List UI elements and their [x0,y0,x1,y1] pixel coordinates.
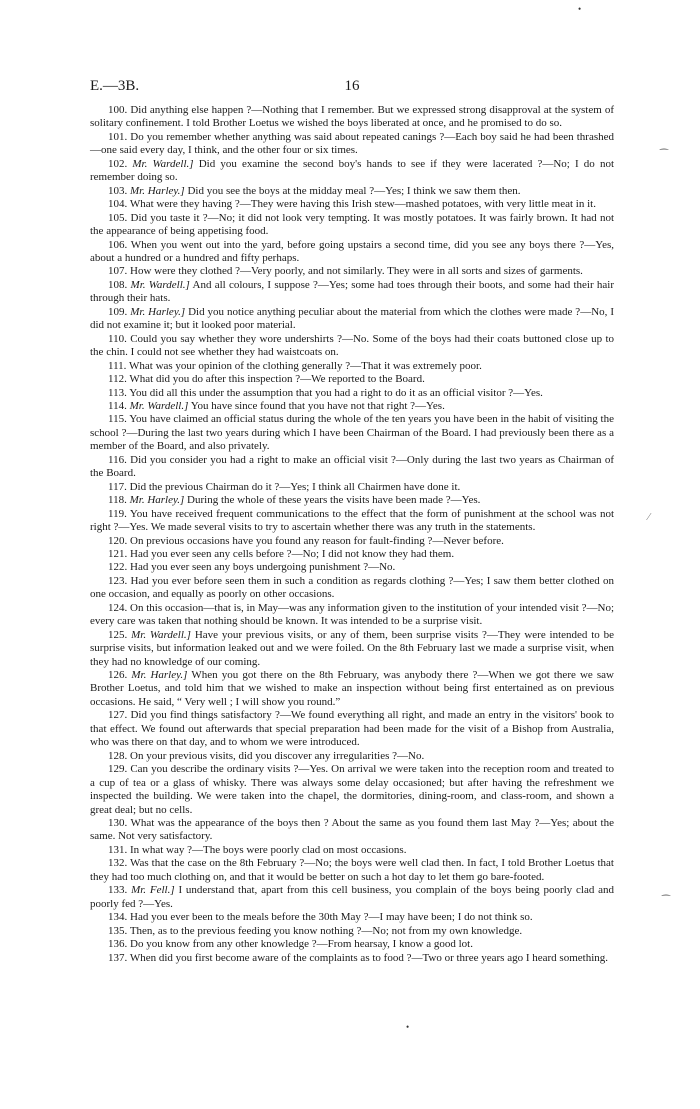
speaker-label: Mr. Harley.] [131,669,188,682]
question-answer-text: During the whole of these years the visits have been made ?—Yes. [187,494,481,507]
question-answer-text: Did you find things satisfactory ?—We found everything all right, and made an entry in the visitors' book to that effect. We found out afterwards that special preparation had been made for the visit of a Bishop from Australia, who was there on that day, and to whom we were introduced. [90,709,615,749]
testimony-paragraph [90,104,614,131]
margin-mark: ⁀ [660,150,669,161]
testimony-paragraph [90,884,614,911]
testimony-paragraph [90,763,614,817]
question-answer-text: Then, as to the previous feeding you know nothing ?—No; not from my own knowledge. [129,924,523,937]
question-number: 110. [108,332,127,345]
top-mark: • [578,4,582,14]
question-answer-text: What did you do after this inspection ?—We reported to the Board. [129,373,425,386]
speaker-label: Mr. Fell.] [131,884,175,897]
question-answer-text: Did you see the boys at the midday meal ?—Yes; I think we saw them then. [187,184,521,197]
question-number: 100. [108,104,128,116]
question-number: 131. [108,843,128,856]
testimony-paragraph [90,400,614,413]
question-number: 103. [108,184,128,197]
question-answer-text: I understand that, apart from this cell business, you complain of the boys being poorly clad and poorly fed ?—Yes. [90,884,615,910]
testimony-paragraph [90,857,614,884]
speaker-label: Mr. Wardell.] [132,157,194,170]
question-answer-text: On previous occasions have you found any reason for fault-finding ?—Never before. [130,534,504,547]
question-answer-text: Did you taste it ?—No; it did not look very tempting. It was mostly potatoes. It was fairly brown. It had not the appearance of being appetising food. [90,211,615,238]
question-number: 128. [108,749,128,762]
question-answer-text: What was your opinion of the clothing generally ?—That it was extremely poor. [129,359,482,372]
question-number: 135. [108,924,128,937]
speaker-label: Mr. Wardell.] [131,628,191,641]
question-number: 129. [108,763,128,776]
question-number: 107. [108,265,128,278]
question-number: 118. [108,494,127,507]
question-answer-text: Had you ever before seen them in such a condition as regards clothing ?—Yes; I saw them better clothed on one occasion, and equally as poorly on other occasions. [90,574,615,601]
page-header [90,78,614,100]
question-number: 137. [108,951,128,964]
testimony-paragraph [90,750,614,763]
testimony-paragraph [90,481,614,494]
testimony-paragraph [90,952,614,965]
speaker-label: Mr. Wardell.] [130,278,190,291]
question-number: 113. [108,386,127,399]
question-number: 109. [108,305,128,318]
question-number: 115. [108,413,127,426]
question-answer-text: Did the previous Chairman do it ?—Yes; I think all Chairmen have done it. [129,480,461,493]
question-answer-text: When did you first become aware of the complaints as to food ?—Two or three years ago I heard something. [129,951,609,964]
testimony-paragraph [90,239,614,266]
testimony-paragraph [90,938,614,951]
speaker-label: Mr. Harley.] [130,184,185,197]
question-number: 136. [108,938,128,951]
question-number: 123. [108,574,128,587]
testimony-body [90,104,614,965]
testimony-paragraph [90,333,614,360]
testimony-paragraph [90,548,614,561]
question-number: 106. [108,238,128,251]
question-answer-text: How were they clothed ?—Very poorly, and not similarly. They were in all sorts and sizes of garments. [130,265,583,278]
testimony-paragraph [90,198,614,211]
testimony-paragraph [90,387,614,400]
testimony-paragraph [90,508,614,535]
question-number: 102. [108,157,128,170]
question-number: 122. [108,561,128,574]
testimony-paragraph [90,709,614,749]
testimony-paragraph [90,602,614,629]
question-answer-text: Did you examine the second boy's hands to see if they were lacerated ?—No; I do not remember doing so. [90,157,615,184]
question-number: 130. [108,817,128,830]
question-answer-text: Did you notice anything peculiar about the material from which the clothes were made ?—No, I did not examine it; but it looked poor material. [90,305,615,332]
question-answer-text: Had you ever seen any cells before ?—No; I did not know they had them. [130,547,455,560]
testimony-paragraph [90,494,614,507]
question-number: 127. [108,709,128,722]
testimony-paragraph [90,306,614,333]
question-answer-text: In what way ?—The boys were poorly clad on most occasions. [130,843,407,856]
speaker-label: Mr. Harley.] [129,494,185,507]
question-answer-text: Do you remember whether anything was said about repeated canings ?—Each boy said he had been thrashed—one said every day, I think, and the other four or six times. [90,130,614,157]
question-number: 112. [108,373,127,386]
question-number: 108. [108,278,128,291]
bottom-mark: • [406,1022,410,1032]
question-number: 124. [108,601,128,614]
question-answer-text: Did anything else happen ?—Nothing that I remember. But we expressed strong disapproval at the system of solitary confinement. I told Brother Loetus we wished the boys liberated at once, and he promised to do so. [90,104,614,130]
question-number: 101. [108,130,128,143]
question-number: 119. [108,507,127,520]
speaker-label: Mr. Wardell.] [129,399,189,412]
speaker-label: Mr. Harley.] [130,305,186,318]
testimony-paragraph [90,279,614,306]
question-answer-text: When you got there on the 8th February, was anybody there ?—When we got there we saw Brother Loetus, and told him that we wished to make an inspection without being first entertained as on previous occasions. He said, “ Very well ; I will show you round.” [90,669,615,708]
testimony-paragraph [90,413,614,453]
question-number: 132. [108,857,128,870]
question-number: 104. [108,198,128,211]
testimony-paragraph [90,535,614,548]
question-answer-text: Could you say whether they wore undershirts ?—No. Some of the boys had their coats buttoned close up to the chin. I could not see whether they had waistcoats on. [90,332,614,359]
margin-mark: ⁄ [648,512,650,523]
testimony-paragraph [90,373,614,386]
question-answer-text: Can you describe the ordinary visits ?—Yes. On arrival we were taken into the reception room and treated to a cup of tea or a glass of whisky. There was always some delay occasioned; but after having the refreshment we inspected the building. We were taken into the chapel, the dormitories, dining-room, and class-room, and shown a great deal; but no cells. [90,763,615,816]
question-number: 116. [108,453,127,466]
margin-mark: ⁀ [662,896,671,907]
testimony-paragraph [90,844,614,857]
testimony-paragraph [90,669,614,709]
question-number: 126. [108,669,128,682]
testimony-paragraph [90,575,614,602]
testimony-paragraph [90,629,614,669]
question-number: 133. [108,884,128,897]
question-number: 114. [108,399,127,412]
question-answer-text: Have your previous visits, or any of them, been surprise visits ?—They were intended to be surprise visits, but information leaked out and we were foiled. On the 8th February last we made a surprise visit, when they had no knowledge of our coming. [90,628,615,668]
question-number: 117. [108,480,127,493]
testimony-paragraph [90,265,614,278]
question-answer-text: What were they having ?—They were having this Irish stew—mashed potatoes, with very little meat in it. [129,198,596,211]
question-number: 105. [108,211,128,224]
document-reference: E.—3B. [90,78,140,94]
question-answer-text: Do you know from any other knowledge ?—From hearsay, I know a good lot. [130,938,473,951]
question-answer-text: You have received frequent communications to the effect that the form of punishment at the school was not right ?—Yes. We made several visits to try to ascertain whether there was any truth in the statements. [90,507,614,534]
question-answer-text: And all colours, I suppose ?—Yes; some had toes through their boots, and some had their hair through their hats. [90,278,615,305]
page-number: 16 [344,78,360,94]
question-answer-text: On this occasion—that is, in May—was any information given to the institution of your intended visit ?—No; every care was taken that nothing should be known. It was intended to be a surprise visit. [90,601,614,628]
testimony-paragraph [90,817,614,844]
testimony-paragraph [90,212,614,239]
question-number: 134. [108,911,128,924]
question-answer-text: You have claimed an official status during the whole of the ten years you have been in the habit of visiting the school ?—During the last two years during which I have been Chairman of the Board. I had previously been there as a member of the Board, and also privately. [90,413,614,453]
testimony-paragraph [90,360,614,373]
question-number: 125. [108,628,128,641]
question-number: 121. [108,547,128,560]
question-answer-text: Was that the case on the 8th February ?—No; the boys were well clad then. In fact, I told Brother Loetus that they had too much clothing on, and that it would be better on such a hot day to let them go bare-footed. [90,857,614,883]
question-answer-text: You did all this under the assumption that you had a right to do it as an official visitor ?—Yes. [129,386,543,399]
testimony-paragraph [90,185,614,198]
testimony-paragraph [90,925,614,938]
question-answer-text: What was the appearance of the boys then ? About the same as you found them last May ?—Yes; about the same. Not very satisfactory. [90,817,614,843]
question-answer-text: Did you consider you had a right to make an official visit ?—Only during the last two years as Chairman of the Board. [90,453,614,480]
question-number: 120. [108,534,128,547]
testimony-paragraph [90,131,614,158]
question-answer-text: Had you ever seen any boys undergoing punishment ?—No. [130,561,396,574]
question-answer-text: When you went out into the yard, before going upstairs a second time, did you see any boys there ?—Yes, about a hundred or a hundred and fifty perhaps. [90,238,614,264]
question-answer-text: You have since found that you have not that right ?—Yes. [190,399,445,412]
question-answer-text: Had you ever been to the meals before the 30th May ?—I may have been; I do not think so. [130,911,533,924]
testimony-paragraph [90,911,614,924]
testimony-paragraph [90,454,614,481]
question-answer-text: On your previous visits, did you discover any irregularities ?—No. [130,749,425,762]
question-number: 111. [108,359,127,372]
testimony-paragraph [90,158,614,185]
testimony-paragraph [90,561,614,574]
